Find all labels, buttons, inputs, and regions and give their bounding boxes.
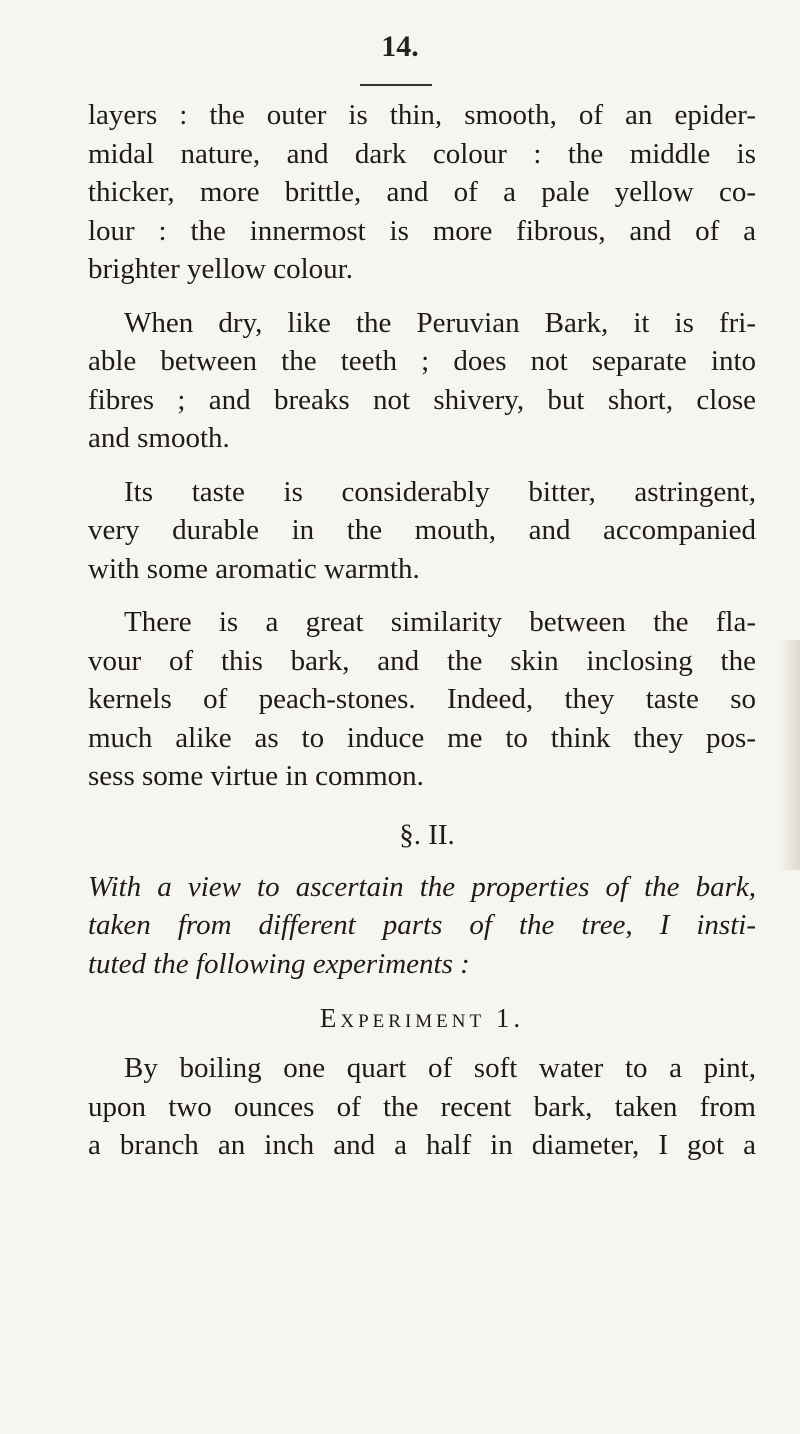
section-heading: §. II. — [399, 818, 455, 851]
page-edge-shadow — [778, 640, 800, 870]
text-line: brighter yellow colour. — [88, 253, 353, 285]
paragraph-when-dry — [88, 304, 756, 458]
text-line: By boiling one quart of soft water to a pint, — [124, 1052, 756, 1084]
text-line: much alike as to induce me to think they pos- — [88, 721, 756, 754]
text-line: a branch an inch and a half in diameter, I got a — [88, 1129, 756, 1161]
experiment-heading: Experiment 1. — [319, 1003, 525, 1033]
text-line: thicker, more brittle, and of a pale yellow co- — [88, 176, 756, 208]
text-line: taken from different parts of the tree, I insti- — [88, 909, 756, 941]
text-line: vour of this bark, and the skin inclosing the — [88, 644, 756, 677]
text-line: Its taste is considerably bitter, astringent, — [124, 475, 756, 508]
body-text — [88, 96, 756, 1165]
text-line: very durable in the mouth, and accompanied — [88, 514, 756, 546]
paragraph-similarity — [88, 603, 756, 796]
text-line: able between the teeth ; does not separate into — [88, 345, 756, 377]
paragraph-taste — [88, 473, 756, 589]
text-line: with some aromatic warmth. — [88, 552, 420, 585]
header-rule — [360, 84, 432, 86]
text-line: fibres ; and breaks not shivery, but short, close — [88, 383, 756, 416]
text-line: and smooth. — [88, 422, 230, 454]
text-line: sess some virtue in common. — [88, 760, 424, 792]
text-line: tuted the following experiments : — [88, 947, 470, 980]
text-line: midal nature, and dark colour : the middle is — [88, 137, 756, 170]
text-line: There is a great similarity between the fla- — [124, 606, 756, 638]
page-number: 14. — [381, 30, 419, 63]
paragraph-experiment-1 — [88, 1049, 756, 1165]
text-line: kernels of peach-stones. Indeed, they taste so — [88, 683, 756, 715]
text-line: When dry, like the Peruvian Bark, it is fri- — [124, 306, 756, 339]
paragraph-outer-layers — [88, 96, 756, 289]
text-line: upon two ounces of the recent bark, taken from — [88, 1090, 756, 1123]
section-intro — [88, 868, 756, 984]
text-line: lour : the innermost is more fibrous, and of a — [88, 214, 756, 247]
text-line: layers : the outer is thin, smooth, of an epider- — [88, 99, 756, 131]
text-line: With a view to ascertain the properties of the bark, — [88, 870, 756, 903]
